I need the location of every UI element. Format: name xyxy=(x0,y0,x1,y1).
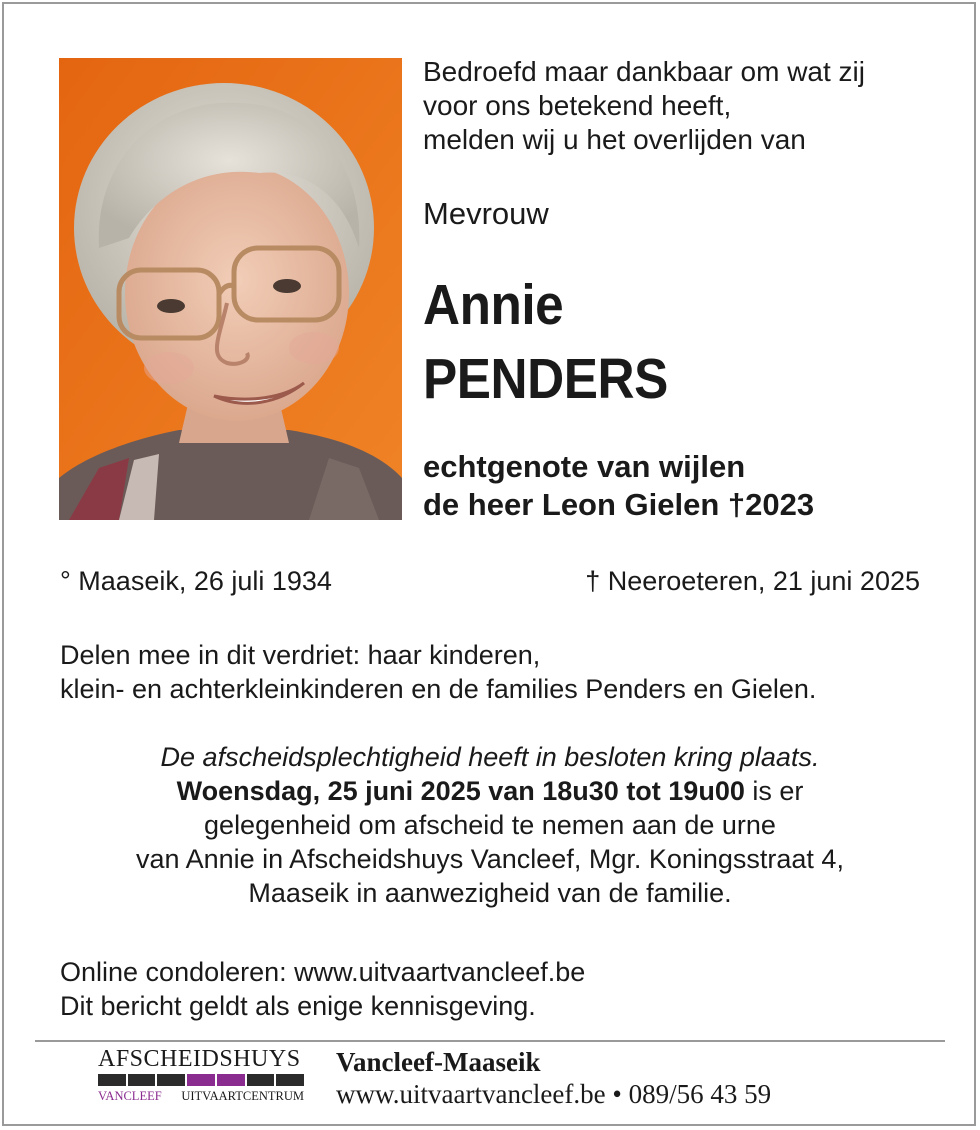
spouse-info xyxy=(423,448,814,524)
spouse-line: de heer Leon Gielen †2023 xyxy=(423,487,815,522)
footer-contact xyxy=(336,1046,771,1110)
logo-bar xyxy=(98,1074,126,1086)
closing-text xyxy=(60,955,585,1023)
ceremony-info xyxy=(40,740,940,910)
logo-subtitle xyxy=(98,1088,304,1104)
mourners-text xyxy=(60,638,816,706)
death-info: † Neeroeteren, 21 juni 2025 xyxy=(585,566,920,596)
contact-line: www.uitvaartvancleef.be • 089/56 43 59 xyxy=(336,1079,772,1109)
footer-divider xyxy=(35,1040,945,1042)
funeral-home-logo xyxy=(98,1046,304,1108)
portrait-illustration xyxy=(59,58,402,520)
intro-line: melden wij u het overlijden van xyxy=(423,124,806,155)
logo-bar xyxy=(128,1074,156,1086)
logo-bar xyxy=(157,1074,185,1086)
company-name: Vancleef-Maaseik xyxy=(336,1047,541,1077)
logo-subtitle-left: VANCLEEF xyxy=(98,1089,162,1103)
salutation: Mevrouw xyxy=(423,196,549,231)
logo-bars xyxy=(98,1074,304,1086)
logo-bar-accent xyxy=(217,1074,245,1086)
ceremony-line: Maaseik in aanwezigheid van de familie. xyxy=(248,878,732,908)
logo-bar xyxy=(247,1074,275,1086)
ceremony-line: van Annie in Afscheidshuys Vancleef, Mgr. Koningsstraat 4, xyxy=(136,844,844,874)
logo-subtitle-right: UITVAARTCENTRUM xyxy=(181,1089,304,1103)
intro-text xyxy=(423,55,943,157)
portrait-photo xyxy=(59,58,402,520)
spouse-line: echtgenote van wijlen xyxy=(423,449,746,484)
mourners-line: Delen mee in dit verdriet: haar kinderen, xyxy=(60,640,541,670)
ceremony-date-suffix: is er xyxy=(744,776,804,806)
ceremony-line: gelegenheid om afscheid te nemen aan de urne xyxy=(204,810,776,840)
intro-line: voor ons betekend heeft, xyxy=(423,90,732,121)
online-condolence: Online condoleren: www.uitvaartvancleef.be xyxy=(60,957,586,987)
deceased-name xyxy=(423,268,695,416)
birth-info: ° Maaseik, 26 juli 1934 xyxy=(60,566,332,596)
logo-bar xyxy=(276,1074,304,1086)
ceremony-date: Woensdag, 25 juni 2025 van 18u30 tot 19u00 xyxy=(176,776,745,806)
mourners-line: klein- en achterkleinkinderen en de families Penders en Gielen. xyxy=(60,674,817,704)
notice-statement: Dit bericht geldt als enige kennisgeving. xyxy=(60,991,536,1021)
logo-wordmark: AFSCHEIDSHUYS xyxy=(98,1046,301,1072)
ceremony-private-note: De afscheidsplechtigheid heeft in besloten kring plaats. xyxy=(160,742,820,772)
intro-line: Bedroefd maar dankbaar om wat zij xyxy=(423,56,865,87)
ceremony-date-line xyxy=(40,774,940,808)
last-name: PENDERS xyxy=(423,347,668,411)
logo-bar-accent xyxy=(187,1074,215,1086)
first-name: Annie xyxy=(423,273,564,337)
